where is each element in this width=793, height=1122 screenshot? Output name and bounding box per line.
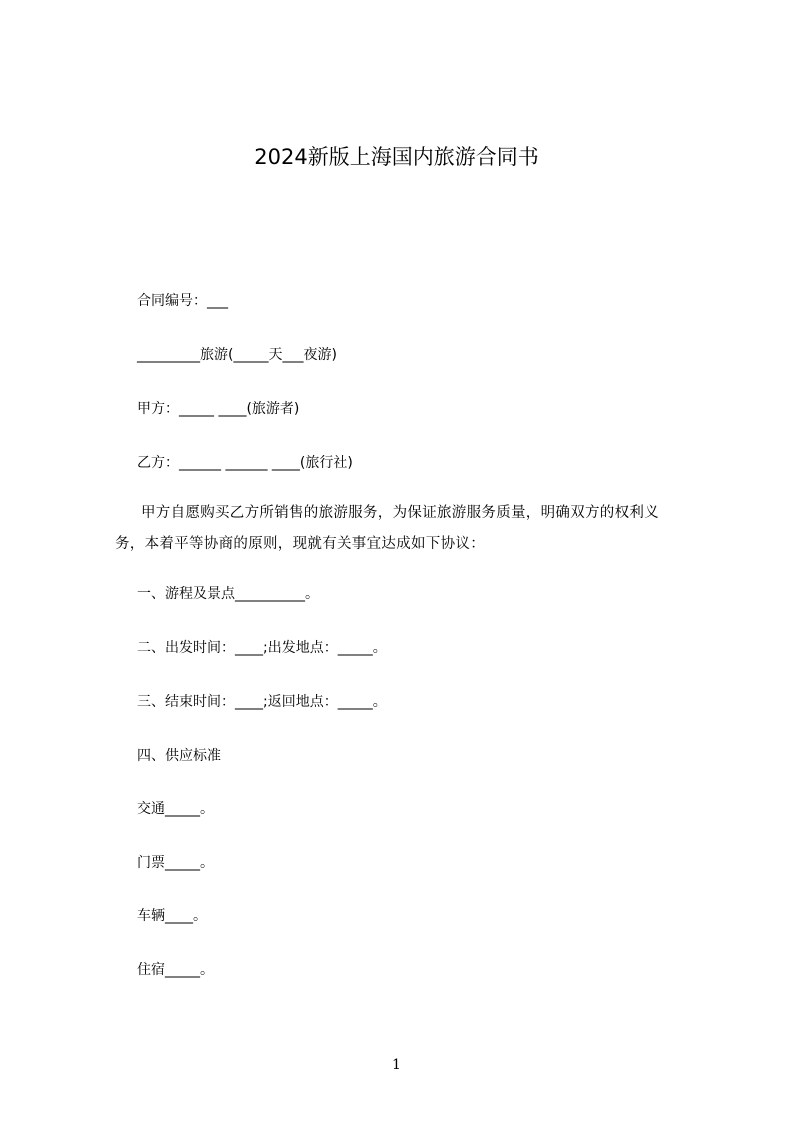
tour-line: _________旅游(_____天___夜游): [137, 347, 337, 363]
clause-standards: 四、供应标准: [137, 748, 221, 764]
clause-departure: 二、出发时间：____;出发地点：_____。: [137, 640, 387, 656]
standard-transport: 交通_____。: [137, 801, 214, 817]
contract-number-line: 合同编号：___: [137, 293, 228, 309]
intro-paragraph: 甲方自愿购买乙方所销售的旅游服务，为保证旅游服务质量，明确双方的权利义务，本着平等协商的原则，现就有关事宜达成如下协议：: [115, 505, 659, 552]
standard-tickets: 门票_____。: [137, 855, 214, 871]
page-number: 1: [392, 1057, 401, 1073]
clause-itinerary: 一、游程及景点__________。: [137, 586, 319, 602]
standard-vehicle: 车辆____。: [137, 908, 207, 924]
party-a-line: 甲方：_____ ____(旅游者): [137, 401, 300, 417]
party-b-line: 乙方：______ ______ ____(旅行社): [137, 455, 353, 471]
standard-lodging: 住宿_____。: [137, 962, 214, 978]
document-title: 2024新版上海国内旅游合同书: [254, 145, 539, 169]
clause-return: 三、结束时间：____;返回地点：_____。: [137, 694, 387, 710]
